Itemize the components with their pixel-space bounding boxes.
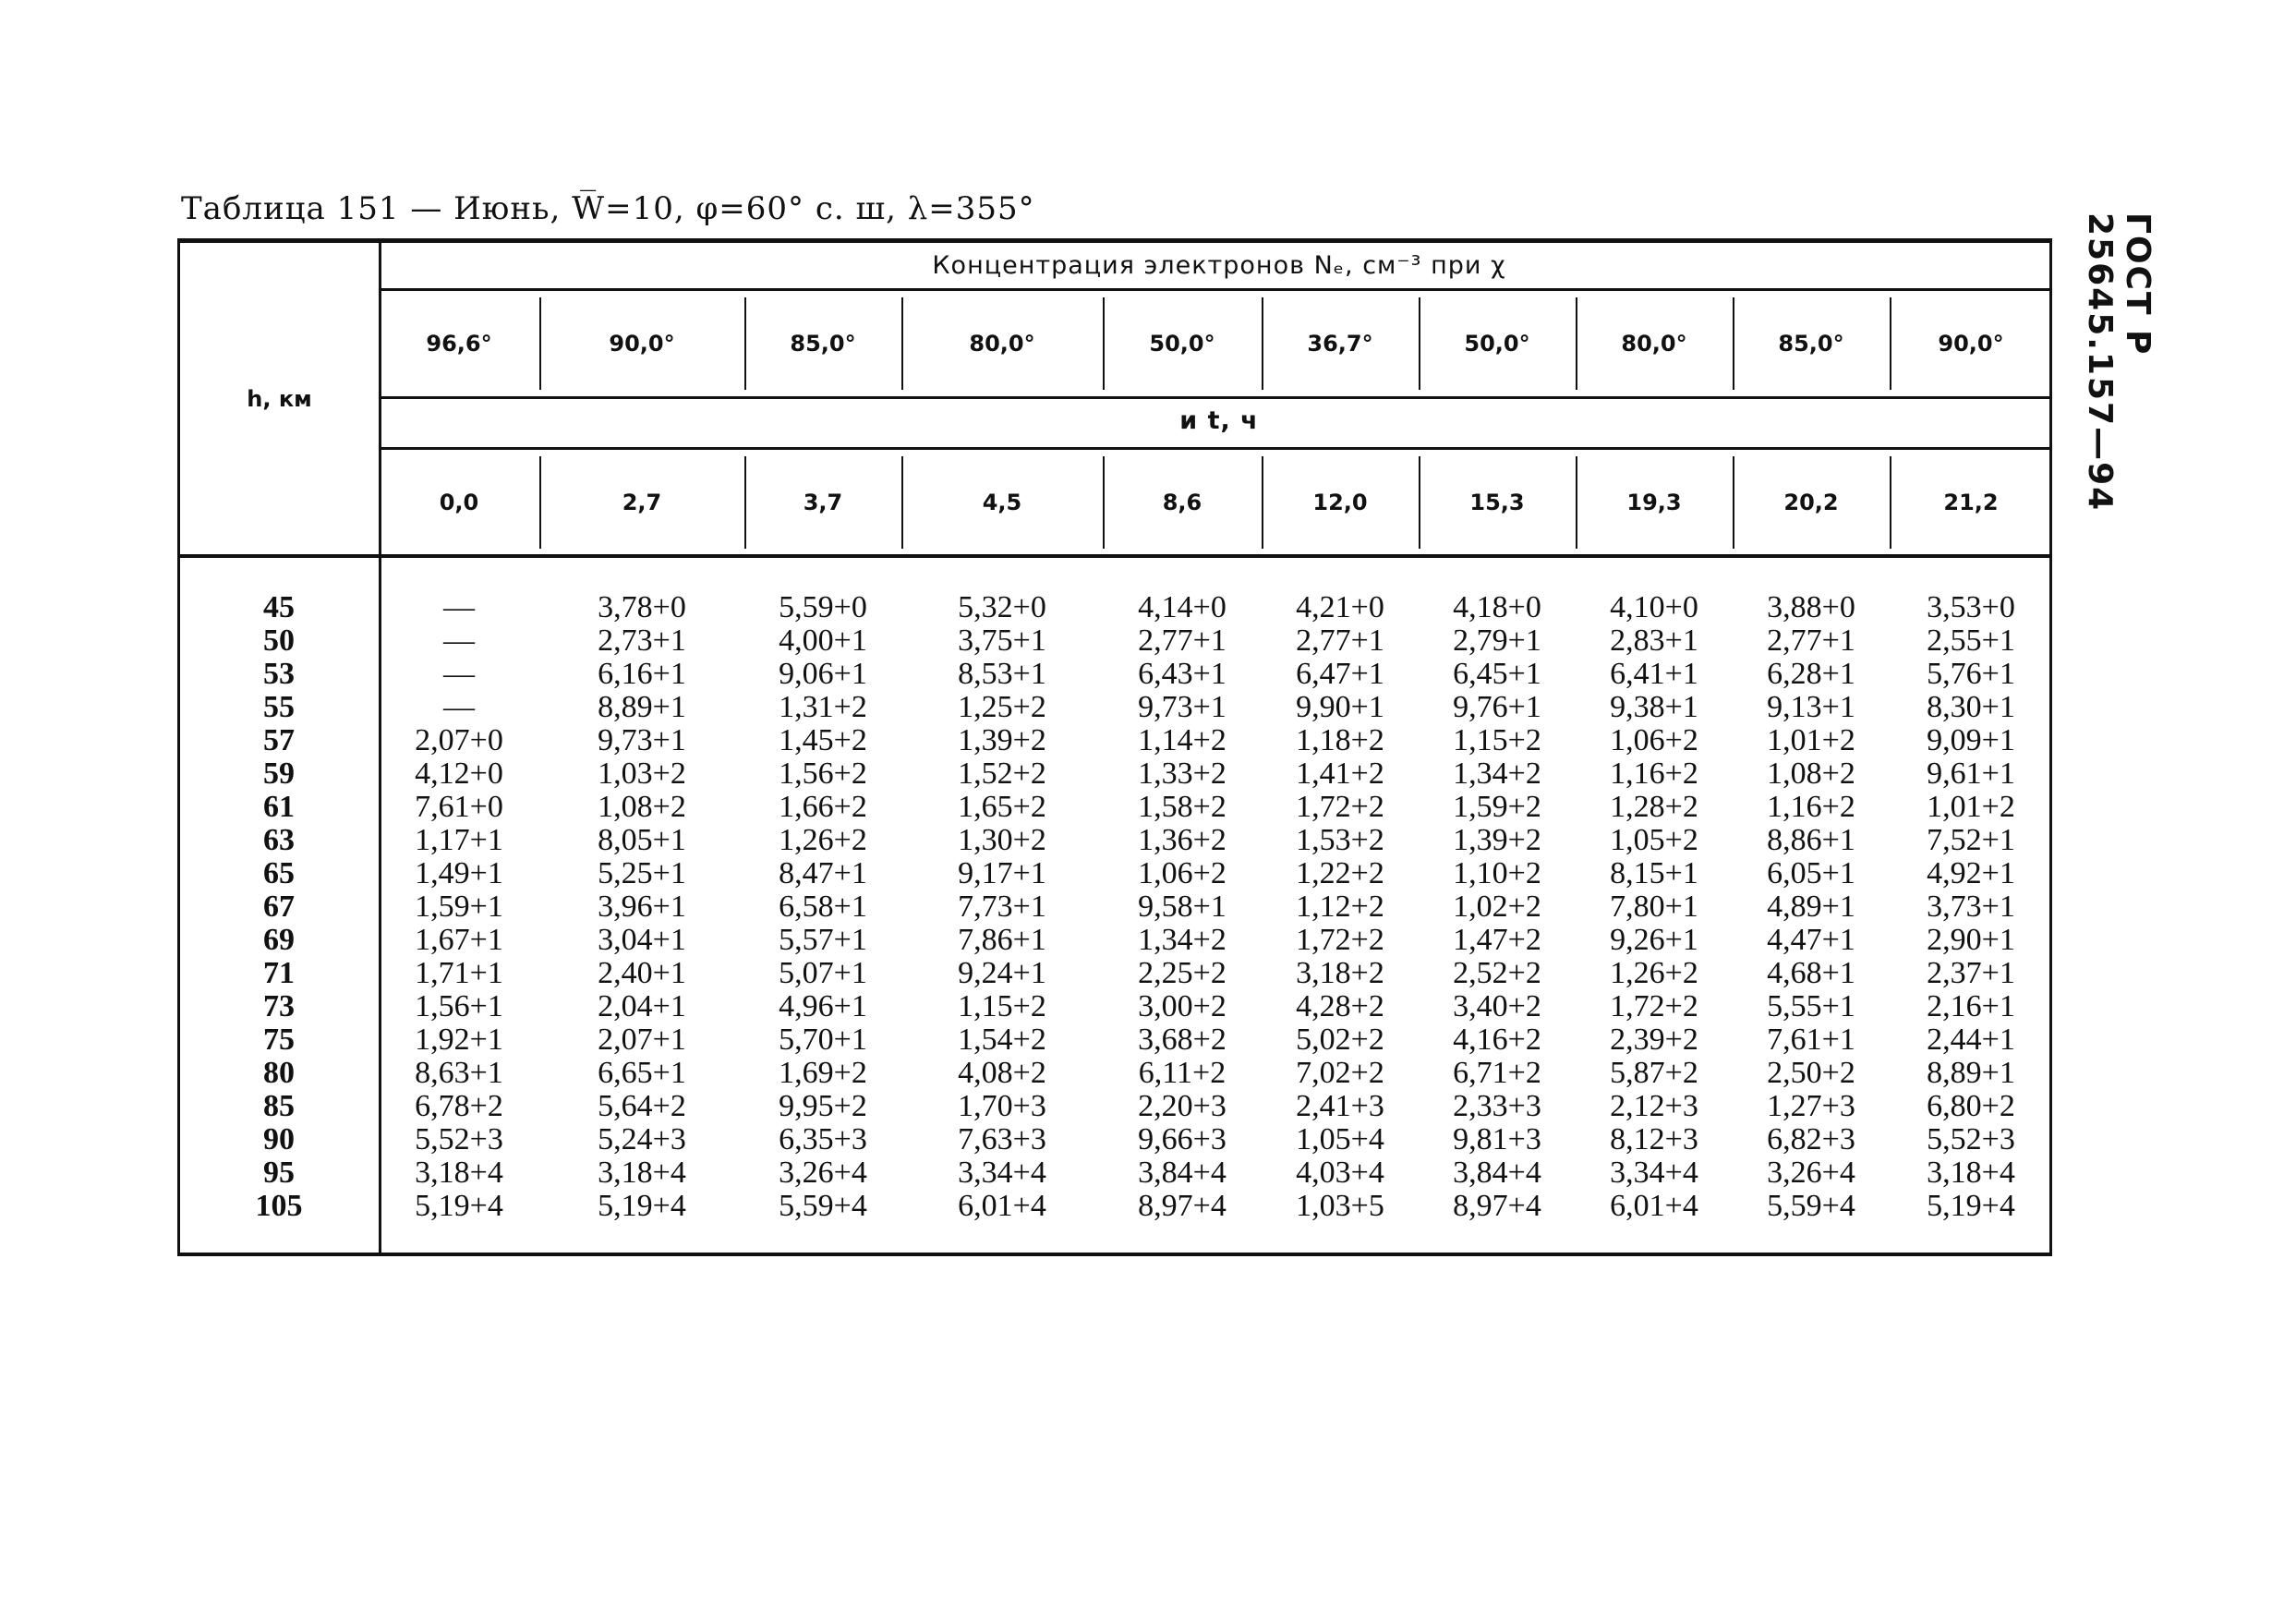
concentration-cell: 4,14+0 <box>1138 590 1227 624</box>
concentration-cell: 2,73+1 <box>598 623 686 658</box>
concentration-cell: 3,18+4 <box>1927 1156 2015 1190</box>
concentration-cell: — <box>443 623 475 658</box>
concentration-cell: 1,16+2 <box>1767 790 1855 824</box>
altitude-cell: 73 <box>263 989 295 1023</box>
concentration-cell: 1,41+2 <box>1296 757 1384 791</box>
table-bottom-rule <box>177 1253 2052 1256</box>
concentration-cell: 3,78+0 <box>598 590 686 624</box>
concentration-cell: 1,01+2 <box>1927 790 2015 824</box>
concentration-cell: 3,18+4 <box>598 1156 686 1190</box>
concentration-cell: 2,55+1 <box>1927 623 2015 658</box>
concentration-cell: 1,18+2 <box>1296 723 1384 757</box>
table-row <box>177 724 2052 757</box>
table-row <box>177 1090 2052 1123</box>
altitude-cell: 45 <box>263 590 295 624</box>
concentration-cell: 5,19+4 <box>1927 1189 2015 1223</box>
concentration-cell: 9,73+1 <box>1138 690 1227 724</box>
concentration-cell: 1,92+1 <box>415 1023 503 1057</box>
t-header-cell: 3,7 <box>803 489 843 515</box>
concentration-cell: 2,07+0 <box>415 723 503 757</box>
concentration-cell: 2,04+1 <box>598 989 686 1023</box>
concentration-cell: 1,30+2 <box>958 823 1046 857</box>
chi-header-cell: 50,0° <box>1149 331 1215 357</box>
table-row <box>177 890 2052 924</box>
altitude-cell: 55 <box>263 690 295 724</box>
table-row <box>177 691 2052 724</box>
concentration-cell: 8,63+1 <box>415 1056 503 1090</box>
concentration-cell: 9,95+2 <box>779 1089 867 1123</box>
concentration-cell: 1,14+2 <box>1138 723 1227 757</box>
altitude-cell: 85 <box>263 1089 295 1123</box>
table-row <box>177 624 2052 658</box>
concentration-cell: 9,90+1 <box>1296 690 1384 724</box>
table-row <box>177 1156 2052 1190</box>
concentration-cell: 6,78+2 <box>415 1089 503 1123</box>
concentration-cell: 1,72+2 <box>1610 989 1698 1023</box>
concentration-cell: 4,08+2 <box>958 1056 1046 1090</box>
concentration-cell: 1,49+1 <box>415 856 503 890</box>
concentration-cell: 5,55+1 <box>1767 989 1855 1023</box>
concentration-cell: 3,00+2 <box>1138 989 1227 1023</box>
table-row <box>177 791 2052 824</box>
concentration-cell: 9,09+1 <box>1927 723 2015 757</box>
altitude-cell: 57 <box>263 723 295 757</box>
table-row <box>177 924 2052 957</box>
concentration-cell: 5,76+1 <box>1927 657 2015 691</box>
concentration-cell: 3,26+4 <box>1767 1156 1855 1190</box>
concentration-cell: 1,66+2 <box>779 790 867 824</box>
concentration-cell: 8,89+1 <box>598 690 686 724</box>
concentration-cell: 3,34+4 <box>1610 1156 1698 1190</box>
altitude-cell: 53 <box>263 657 295 691</box>
concentration-cell: 1,33+2 <box>1138 757 1227 791</box>
concentration-cell: 8,89+1 <box>1927 1056 2015 1090</box>
concentration-cell: 1,15+2 <box>1453 723 1541 757</box>
concentration-cell: 1,53+2 <box>1296 823 1384 857</box>
concentration-cell: 3,34+4 <box>958 1156 1046 1190</box>
concentration-cell: 6,01+4 <box>1610 1189 1698 1223</box>
concentration-cell: 2,44+1 <box>1927 1023 2015 1057</box>
t-header-cell: 8,6 <box>1162 489 1202 515</box>
concentration-cell: 3,53+0 <box>1927 590 2015 624</box>
concentration-cell: 8,53+1 <box>958 657 1046 691</box>
concentration-cell: 5,64+2 <box>598 1089 686 1123</box>
table-row <box>177 990 2052 1023</box>
concentration-cell: 3,04+1 <box>598 923 686 957</box>
concentration-cell: 1,45+2 <box>779 723 867 757</box>
chi-header-cell: 50,0° <box>1464 331 1530 357</box>
concentration-cell: 6,58+1 <box>779 890 867 924</box>
document-standard-label: ГОСТ Р 25645.157—94 <box>2081 212 2157 513</box>
concentration-cell: — <box>443 657 475 691</box>
t-label-top-rule <box>379 396 2052 399</box>
concentration-cell: 7,73+1 <box>958 890 1046 924</box>
concentration-cell: 4,12+0 <box>415 757 503 791</box>
concentration-cell: 1,39+2 <box>1453 823 1541 857</box>
concentration-cell: 9,81+3 <box>1453 1122 1541 1156</box>
concentration-cell: 2,07+1 <box>598 1023 686 1057</box>
chi-header-cell: 90,0° <box>609 331 675 357</box>
concentration-cell: 2,12+3 <box>1610 1089 1698 1123</box>
concentration-cell: 6,11+2 <box>1138 1056 1227 1090</box>
concentration-cell: 3,18+4 <box>415 1156 503 1190</box>
concentration-cell: 7,80+1 <box>1610 890 1698 924</box>
concentration-cell: 7,61+1 <box>1767 1023 1855 1057</box>
concentration-cell: 1,72+2 <box>1296 790 1384 824</box>
concentration-cell: 3,96+1 <box>598 890 686 924</box>
concentration-cell: 2,90+1 <box>1927 923 2015 957</box>
concentration-cell: 1,39+2 <box>958 723 1046 757</box>
concentration-cell: 4,16+2 <box>1453 1023 1541 1057</box>
concentration-cell: 7,63+3 <box>958 1122 1046 1156</box>
concentration-cell: 1,36+2 <box>1138 823 1227 857</box>
concentration-cell: 1,34+2 <box>1453 757 1541 791</box>
t-header-cell: 15,3 <box>1469 489 1525 515</box>
header-bottom-rule <box>177 554 2052 558</box>
concentration-cell: 1,56+2 <box>779 757 867 791</box>
concentration-cell: 1,54+2 <box>958 1023 1046 1057</box>
concentration-cell: 1,58+2 <box>1138 790 1227 824</box>
concentration-cell: 9,76+1 <box>1453 690 1541 724</box>
concentration-cell: 1,67+1 <box>415 923 503 957</box>
concentration-cell: 5,19+4 <box>415 1189 503 1223</box>
chi-header-cell: 85,0° <box>1778 331 1844 357</box>
table-row <box>177 1190 2052 1223</box>
concentration-cell: 3,88+0 <box>1767 590 1855 624</box>
concentration-cell: 5,32+0 <box>958 590 1046 624</box>
concentration-cell: 1,06+2 <box>1138 856 1227 890</box>
concentration-cell: 1,08+2 <box>598 790 686 824</box>
table-row <box>177 857 2052 890</box>
concentration-cell: 1,10+2 <box>1453 856 1541 890</box>
concentration-cell: 7,61+0 <box>415 790 503 824</box>
chi-header-cell: 90,0° <box>1938 331 2004 357</box>
concentration-cell: 1,03+2 <box>598 757 686 791</box>
table-row <box>177 1023 2052 1057</box>
concentration-cell: 6,35+3 <box>779 1122 867 1156</box>
altitude-cell: 71 <box>263 956 295 990</box>
concentration-cell: 3,40+2 <box>1453 989 1541 1023</box>
concentration-cell: 1,52+2 <box>958 757 1046 791</box>
concentration-cell: 9,06+1 <box>779 657 867 691</box>
table-caption: Таблица 151 — Июнь, W̅=10, φ=60° с. ш, λ=355° <box>181 190 1035 227</box>
t-header-cell: 4,5 <box>982 489 1022 515</box>
concentration-cell: 3,84+4 <box>1138 1156 1227 1190</box>
concentration-cell: 4,92+1 <box>1927 856 2015 890</box>
table-row <box>177 591 2052 624</box>
concentration-cell: 8,97+4 <box>1453 1189 1541 1223</box>
concentration-cell: 5,25+1 <box>598 856 686 890</box>
concentration-cell: 9,26+1 <box>1610 923 1698 957</box>
concentration-cell: 8,86+1 <box>1767 823 1855 857</box>
concentration-cell: 1,26+2 <box>779 823 867 857</box>
concentration-cell: 9,58+1 <box>1138 890 1227 924</box>
chi-header-cell: 36,7° <box>1307 331 1373 357</box>
concentration-cell: 3,84+4 <box>1453 1156 1541 1190</box>
concentration-cell: 2,16+1 <box>1927 989 2015 1023</box>
concentration-cell: 4,00+1 <box>779 623 867 658</box>
concentration-cell: 9,17+1 <box>958 856 1046 890</box>
concentration-cell: — <box>443 690 475 724</box>
concentration-cell: 2,52+2 <box>1453 956 1541 990</box>
concentration-cell: 1,65+2 <box>958 790 1046 824</box>
concentration-cell: 1,01+2 <box>1767 723 1855 757</box>
concentration-cell: 6,01+4 <box>958 1189 1046 1223</box>
table-row <box>177 1057 2052 1090</box>
concentration-cell: 2,50+2 <box>1767 1056 1855 1090</box>
chi-header-cell: 85,0° <box>790 331 856 357</box>
t-header-cell: 0,0 <box>439 489 479 515</box>
concentration-cell: 6,43+1 <box>1138 657 1227 691</box>
concentration-cell: 5,59+4 <box>779 1189 867 1223</box>
concentration-cell: 2,77+1 <box>1296 623 1384 658</box>
concentration-cell: 2,37+1 <box>1927 956 2015 990</box>
concentration-cell: 6,80+2 <box>1927 1089 2015 1123</box>
chi-header-cell: 80,0° <box>1621 331 1687 357</box>
concentration-cell: 2,39+2 <box>1610 1023 1698 1057</box>
concentration-cell: 2,33+3 <box>1453 1089 1541 1123</box>
concentration-cell: 1,27+3 <box>1767 1089 1855 1123</box>
concentration-cell: 5,87+2 <box>1610 1056 1698 1090</box>
concentration-cell: 1,08+2 <box>1767 757 1855 791</box>
concentration-cell: 1,22+2 <box>1296 856 1384 890</box>
concentration-cell: 8,15+1 <box>1610 856 1698 890</box>
concentration-cell: 5,52+3 <box>1927 1122 2015 1156</box>
altitude-cell: 50 <box>263 623 295 658</box>
concentration-cell: 8,30+1 <box>1927 690 2015 724</box>
concentration-cell: 3,18+2 <box>1296 956 1384 990</box>
concentration-cell: 8,97+4 <box>1138 1189 1227 1223</box>
concentration-cell: 5,57+1 <box>779 923 867 957</box>
concentration-cell: 2,20+3 <box>1138 1089 1227 1123</box>
concentration-cell: 1,03+5 <box>1296 1189 1384 1223</box>
concentration-cell: 3,68+2 <box>1138 1023 1227 1057</box>
concentration-cell: 4,03+4 <box>1296 1156 1384 1190</box>
t-header-cell: 2,7 <box>622 489 662 515</box>
concentration-cell: 6,05+1 <box>1767 856 1855 890</box>
concentration-cell: 4,68+1 <box>1767 956 1855 990</box>
concentration-cell: 1,25+2 <box>958 690 1046 724</box>
concentration-cell: 6,45+1 <box>1453 657 1541 691</box>
concentration-cell: — <box>443 590 475 624</box>
concentration-cell: 9,13+1 <box>1767 690 1855 724</box>
concentration-cell: 6,82+3 <box>1767 1122 1855 1156</box>
concentration-cell: 3,26+4 <box>779 1156 867 1190</box>
t-header-cell: 21,2 <box>1943 489 1999 515</box>
concentration-cell: 2,40+1 <box>598 956 686 990</box>
concentration-cell: 8,12+3 <box>1610 1122 1698 1156</box>
concentration-cell: 1,59+2 <box>1453 790 1541 824</box>
chi-header-cell: 96,6° <box>426 331 492 357</box>
time-group-header: и t, ч <box>1179 406 1259 435</box>
altitude-cell: 90 <box>263 1122 295 1156</box>
concentration-cell: 2,77+1 <box>1767 623 1855 658</box>
concentration-cell: 5,70+1 <box>779 1023 867 1057</box>
concentration-cell: 1,06+2 <box>1610 723 1698 757</box>
concentration-cell: 8,05+1 <box>598 823 686 857</box>
concentration-cell: 5,19+4 <box>598 1189 686 1223</box>
concentration-cell: 2,25+2 <box>1138 956 1227 990</box>
concentration-cell: 3,73+1 <box>1927 890 2015 924</box>
concentration-cell: 1,28+2 <box>1610 790 1698 824</box>
concentration-cell: 1,56+1 <box>415 989 503 1023</box>
concentration-cell: 9,61+1 <box>1927 757 2015 791</box>
altitude-cell: 59 <box>263 757 295 791</box>
altitude-cell: 105 <box>255 1189 303 1223</box>
concentration-cell: 1,71+1 <box>415 956 503 990</box>
concentration-cell: 4,96+1 <box>779 989 867 1023</box>
altitude-cell: 80 <box>263 1056 295 1090</box>
altitude-cell: 63 <box>263 823 295 857</box>
t-header-cell: 20,2 <box>1783 489 1839 515</box>
concentration-cell: 9,73+1 <box>598 723 686 757</box>
concentration-cell: 5,02+2 <box>1296 1023 1384 1057</box>
table-row <box>177 658 2052 691</box>
table-row <box>177 824 2052 857</box>
concentration-cell: 4,18+0 <box>1453 590 1541 624</box>
table-row <box>177 957 2052 990</box>
altitude-cell: 65 <box>263 856 295 890</box>
concentration-cell: 1,31+2 <box>779 690 867 724</box>
concentration-cell: 1,47+2 <box>1453 923 1541 957</box>
concentration-cell: 9,38+1 <box>1610 690 1698 724</box>
concentration-cell: 2,83+1 <box>1610 623 1698 658</box>
concentration-cell: 1,05+2 <box>1610 823 1698 857</box>
altitude-cell: 75 <box>263 1023 295 1057</box>
t-header-cell: 19,3 <box>1626 489 1682 515</box>
concentration-cell: 9,24+1 <box>958 956 1046 990</box>
concentration-cell: 7,02+2 <box>1296 1056 1384 1090</box>
concentration-cell: 6,65+1 <box>598 1056 686 1090</box>
concentration-group-header: Концентрация электронов Nₑ, см⁻³ при χ <box>932 251 1506 280</box>
concentration-cell: 5,07+1 <box>779 956 867 990</box>
concentration-cell: 5,59+4 <box>1767 1189 1855 1223</box>
altitude-cell: 67 <box>263 890 295 924</box>
concentration-cell: 1,72+2 <box>1296 923 1384 957</box>
concentration-cell: 1,34+2 <box>1138 923 1227 957</box>
concentration-cell: 5,52+3 <box>415 1122 503 1156</box>
concentration-cell: 4,89+1 <box>1767 890 1855 924</box>
table-top-rule <box>177 238 2052 243</box>
concentration-cell: 7,52+1 <box>1927 823 2015 857</box>
concentration-cell: 3,75+1 <box>958 623 1046 658</box>
concentration-cell: 4,47+1 <box>1767 923 1855 957</box>
concentration-cell: 4,21+0 <box>1296 590 1384 624</box>
concentration-cell: 1,59+1 <box>415 890 503 924</box>
concentration-cell: 1,12+2 <box>1296 890 1384 924</box>
concentration-cell: 1,02+2 <box>1453 890 1541 924</box>
concentration-cell: 1,69+2 <box>779 1056 867 1090</box>
h-column-header: h, км <box>247 385 312 412</box>
concentration-cell: 6,71+2 <box>1453 1056 1541 1090</box>
altitude-cell: 95 <box>263 1156 295 1190</box>
concentration-cell: 5,59+0 <box>779 590 867 624</box>
concentration-cell: 6,16+1 <box>598 657 686 691</box>
concentration-cell: 6,47+1 <box>1296 657 1384 691</box>
concentration-cell: 9,66+3 <box>1138 1122 1227 1156</box>
t-header-cell: 12,0 <box>1312 489 1368 515</box>
altitude-cell: 69 <box>263 923 295 957</box>
concentration-cell: 8,47+1 <box>779 856 867 890</box>
concentration-cell: 1,26+2 <box>1610 956 1698 990</box>
concentration-cell: 6,28+1 <box>1767 657 1855 691</box>
concentration-cell: 4,10+0 <box>1610 590 1698 624</box>
concentration-cell: 2,79+1 <box>1453 623 1541 658</box>
concentration-cell: 6,41+1 <box>1610 657 1698 691</box>
concentration-cell: 1,05+4 <box>1296 1122 1384 1156</box>
concentration-cell: 7,86+1 <box>958 923 1046 957</box>
concentration-cell: 2,41+3 <box>1296 1089 1384 1123</box>
concentration-cell: 1,17+1 <box>415 823 503 857</box>
concentration-cell: 1,15+2 <box>958 989 1046 1023</box>
concentration-cell: 2,77+1 <box>1138 623 1227 658</box>
table-row <box>177 757 2052 791</box>
altitude-cell: 61 <box>263 790 295 824</box>
table-row <box>177 1123 2052 1156</box>
concentration-cell: 5,24+3 <box>598 1122 686 1156</box>
concentration-cell: 4,28+2 <box>1296 989 1384 1023</box>
chi-header-cell: 80,0° <box>969 331 1035 357</box>
concentration-cell: 1,70+3 <box>958 1089 1046 1123</box>
concentration-cell: 1,16+2 <box>1610 757 1698 791</box>
